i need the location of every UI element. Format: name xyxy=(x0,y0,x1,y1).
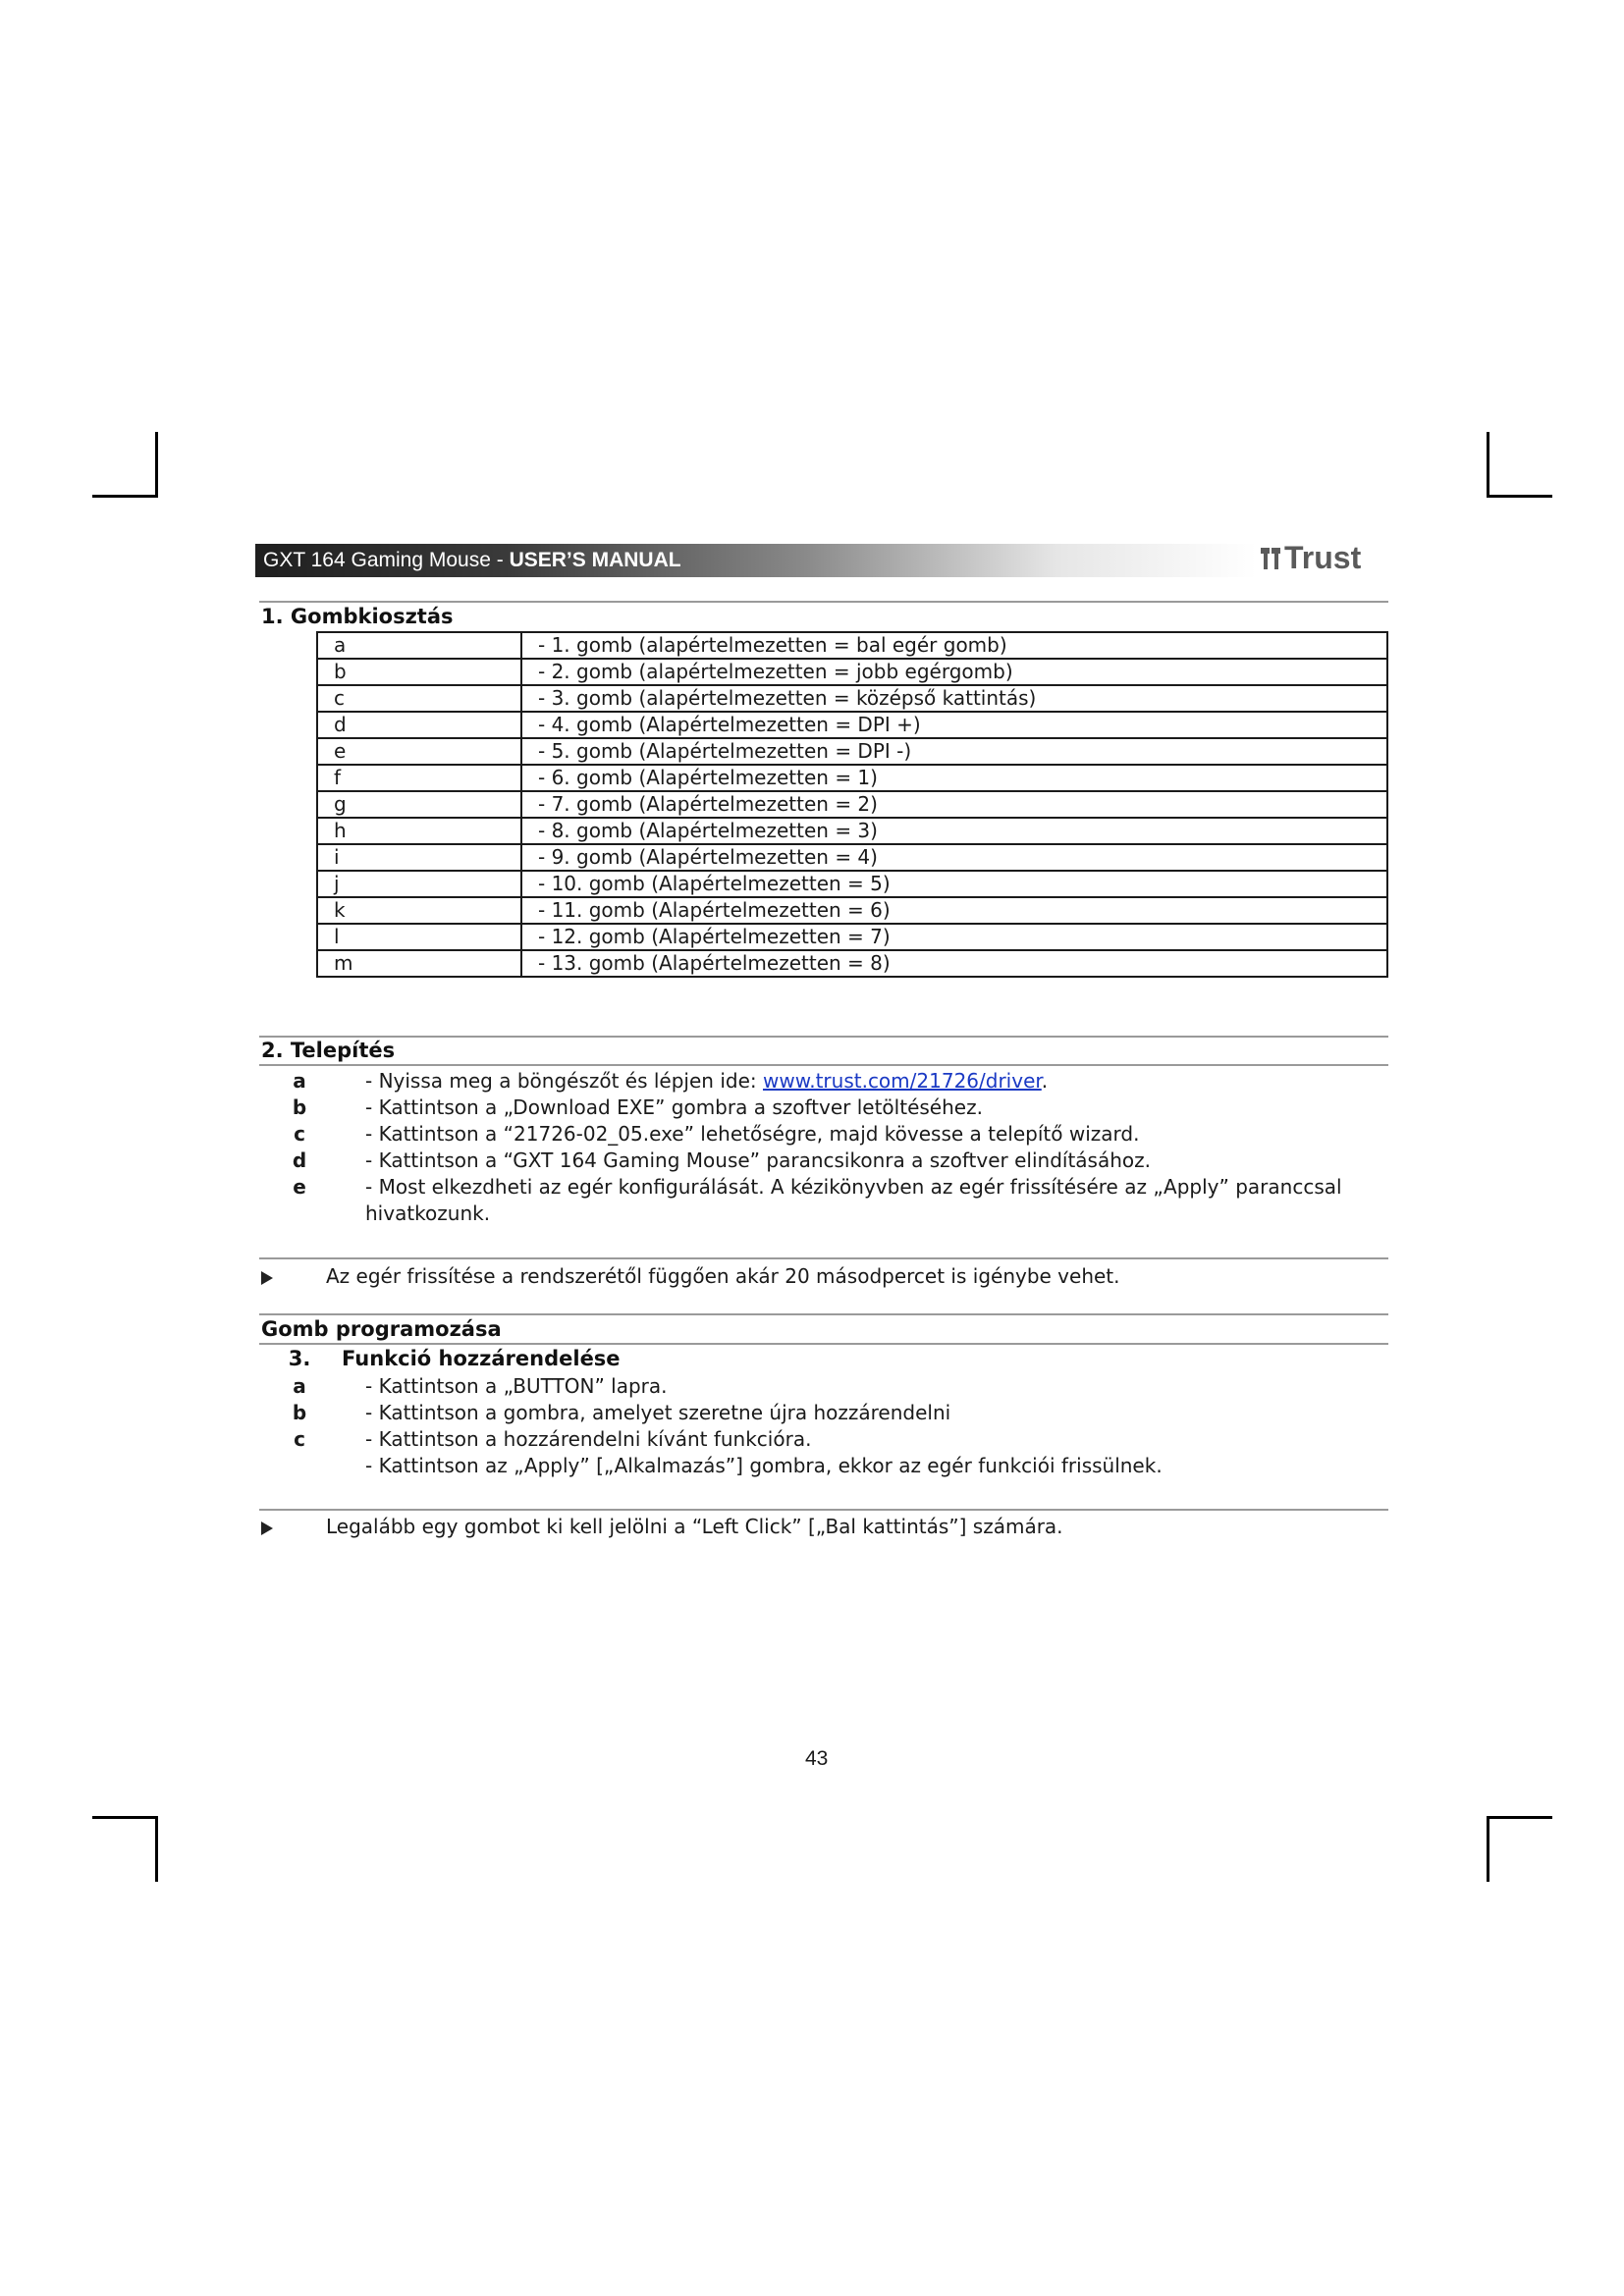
manual-title xyxy=(263,549,681,572)
button-function: - 11. gomb (Alapértelmezetten = 6) xyxy=(521,897,1387,924)
table-row xyxy=(317,897,1387,924)
button-key: h xyxy=(317,818,521,844)
step-label: a xyxy=(293,1374,306,1398)
button-function: - 12. gomb (Alapértelmezetten = 7) xyxy=(521,924,1387,950)
trust-logo xyxy=(1261,540,1361,576)
button-function: - 13. gomb (Alapértelmezetten = 8) xyxy=(521,950,1387,977)
divider xyxy=(259,1064,1388,1066)
divider xyxy=(259,1313,1388,1315)
button-key: g xyxy=(317,791,521,818)
button-assignment-table xyxy=(316,631,1388,978)
table-row xyxy=(317,791,1387,818)
trust-logo-text: Trust xyxy=(1284,540,1362,575)
manual-header-bar xyxy=(255,544,1257,577)
manual-title-product: GXT 164 Gaming Mouse - xyxy=(263,549,510,571)
table-row xyxy=(317,844,1387,871)
table-row xyxy=(317,685,1387,712)
divider xyxy=(259,1509,1388,1511)
step-label: e xyxy=(293,1175,306,1199)
button-function: - 7. gomb (Alapértelmezetten = 2) xyxy=(521,791,1387,818)
step-text: - Kattintson a “21726-02_05.exe” lehetőségre, majd kövesse a telepítő wizard. xyxy=(365,1122,1140,1146)
table-row xyxy=(317,632,1387,659)
step-label: d xyxy=(292,1148,307,1172)
step-label: c xyxy=(294,1122,305,1146)
step-text xyxy=(365,1068,1048,1094)
step-label: a xyxy=(293,1069,306,1093)
button-function: - 5. gomb (Alapértelmezetten = DPI -) xyxy=(521,738,1387,765)
table-row xyxy=(317,738,1387,765)
crop-mark-top-right xyxy=(1487,432,1552,498)
table-row xyxy=(317,871,1387,897)
step-text: - Kattintson a gombra, amelyet szeretne újra hozzárendelni xyxy=(365,1401,951,1424)
divider xyxy=(259,1257,1388,1259)
step-text-part: - Nyissa meg a böngészőt és lépjen ide: xyxy=(365,1069,763,1093)
button-key: b xyxy=(317,659,521,685)
step-label: b xyxy=(292,1401,307,1424)
button-key: k xyxy=(317,897,521,924)
step-text: - Kattintson a „Download EXE” gombra a szoftver letöltéséhez. xyxy=(365,1095,983,1119)
table-row xyxy=(317,818,1387,844)
step-text: - Most elkezdheti az egér konfigurálását. A kézikönyvben az egér frissítésére az „Apply” paranccsal xyxy=(365,1175,1342,1199)
section-title-button-programming: Gomb programozása xyxy=(261,1317,502,1341)
button-function: - 8. gomb (Alapértelmezetten = 3) xyxy=(521,818,1387,844)
step-label: c xyxy=(294,1427,305,1451)
crop-mark-bottom-right xyxy=(1487,1816,1552,1882)
table-row xyxy=(317,924,1387,950)
table-row xyxy=(317,712,1387,738)
button-key: f xyxy=(317,765,521,791)
step-text: hivatkozunk. xyxy=(365,1201,491,1225)
step-text: - Kattintson a “GXT 164 Gaming Mouse” parancsikonra a szoftver elindításához. xyxy=(365,1148,1151,1172)
section-title-button-assignment: 1. Gombkiosztás xyxy=(261,605,454,628)
button-function: - 1. gomb (alapértelmezetten = bal egér gomb) xyxy=(521,632,1387,659)
button-key: e xyxy=(317,738,521,765)
button-key: i xyxy=(317,844,521,871)
note-refresh-time: Az egér frissítése a rendszerétől függően akár 20 másodpercet is igénybe vehet. xyxy=(326,1264,1120,1288)
note-arrow-icon xyxy=(261,1271,273,1285)
crop-mark-bottom-left xyxy=(92,1816,158,1882)
crop-mark-top-left xyxy=(92,432,158,498)
button-key: d xyxy=(317,712,521,738)
step-text-part: . xyxy=(1041,1069,1049,1093)
subsection-number: 3. xyxy=(288,1347,311,1370)
button-key: m xyxy=(317,950,521,977)
table-row xyxy=(317,765,1387,791)
step-text: - Kattintson az „Apply” [„Alkalmazás”] gombra, ekkor az egér funkciói frissülnek. xyxy=(365,1454,1163,1477)
step-text: - Kattintson a hozzárendelni kívánt funkcióra. xyxy=(365,1427,812,1451)
button-function: - 9. gomb (Alapértelmezetten = 4) xyxy=(521,844,1387,871)
divider xyxy=(259,601,1388,603)
button-key: c xyxy=(317,685,521,712)
subsection-title-function-assignment: Funkció hozzárendelése xyxy=(342,1347,621,1370)
driver-download-link[interactable]: www.trust.com/21726/driver xyxy=(762,1069,1042,1093)
step-text: - Kattintson a „BUTTON” lapra. xyxy=(365,1374,668,1398)
button-function: - 3. gomb (alapértelmezetten = középső kattintás) xyxy=(521,685,1387,712)
divider xyxy=(259,1343,1388,1345)
manual-title-type: USER’S MANUAL xyxy=(509,549,681,571)
note-arrow-icon xyxy=(261,1522,273,1535)
divider xyxy=(259,1036,1388,1038)
note-left-click: Legalább egy gombot ki kell jelölni a “Left Click” [„Bal kattintás”] számára. xyxy=(326,1515,1063,1538)
button-function: - 2. gomb (alapértelmezetten = jobb egérgomb) xyxy=(521,659,1387,685)
button-key: a xyxy=(317,632,521,659)
button-key: j xyxy=(317,871,521,897)
section-title-installation: 2. Telepítés xyxy=(261,1039,396,1062)
table-row xyxy=(317,950,1387,977)
trust-logo-icon xyxy=(1261,546,1282,571)
table-row xyxy=(317,659,1387,685)
page-number: 43 xyxy=(805,1747,829,1770)
button-function: - 6. gomb (Alapértelmezetten = 1) xyxy=(521,765,1387,791)
button-function: - 4. gomb (Alapértelmezetten = DPI +) xyxy=(521,712,1387,738)
button-function: - 10. gomb (Alapértelmezetten = 5) xyxy=(521,871,1387,897)
step-label: b xyxy=(292,1095,307,1119)
button-key: l xyxy=(317,924,521,950)
